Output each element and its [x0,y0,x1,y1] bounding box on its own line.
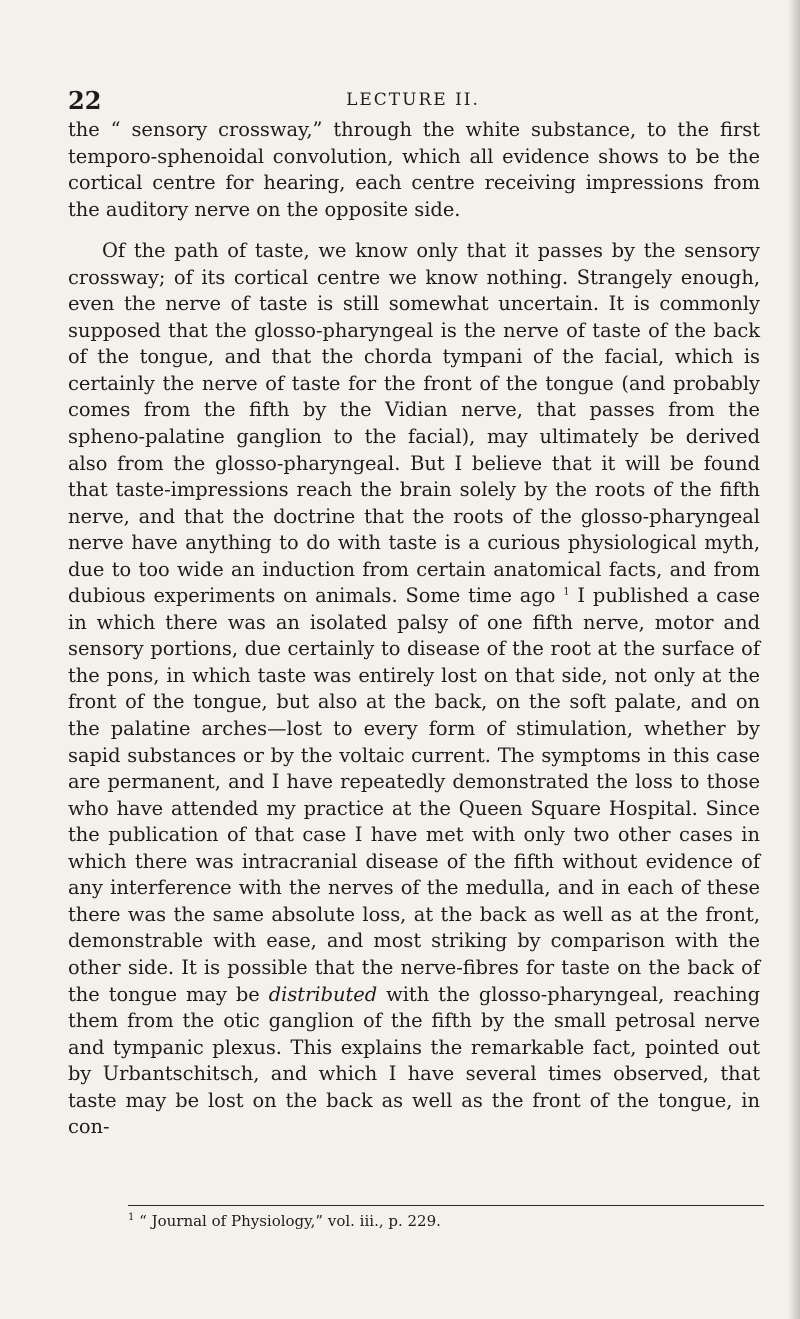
footnote-rule [128,1205,764,1206]
footnote-text: “ Journal of Physiology,” vol. iii., p. 229. [134,1212,441,1230]
footnote [128,1211,441,1231]
page-number: 22 [68,86,102,115]
footnote-reference: 1 [563,586,570,598]
emphasis-distributed: distributed [268,982,378,1006]
paragraph-2-part-c: with the glosso-pharyngeal, reaching them from the otic ganglion of the fifth by the small petrosal nerve and tympanic plexus. This explains the remarkable fact, pointed out by Urbantschitsch, and which I have several times observed, that taste may be lost on the back as well as the front of the tongue, in con- [68,982,760,1139]
paragraph-1: the “ sensory crossway,” through the white substance, to the first temporo-sphenoidal convolution, which all evidence shows to be the cortical centre for hearing, each centre receiving impressions from the auditory nerve on the opposite side. [68,118,760,221]
paragraph-2-part-b: I published a case in which there was an isolated palsy of one fifth nerve, motor and sensory portions, due certainly to disease of the root at the surface of the pons, in which taste was entirely lost on that side, not only at the front of the tongue, but also at the back, on the soft palate, and on the palatine arches—lost to every form of stimulation, whether by sapid substances or by the voltaic current. The symptoms in this case are permanent, and I have repeatedly demonstrated the loss to those who have attended my practice at the Queen Square Hospital. Since the publication of that case I have met with only two other cases in which there was intracranial disease of the fifth without evidence of any interference with the nerves of the medulla, and in each of these there was the same absolute loss, at the back as well as at the front, demonstrable with ease, and most striking by comparison with the other side. It is possible that the nerve-fibres for taste on the back of the tongue may be [68,584,760,1006]
paragraph-2 [68,238,760,1141]
footnote-marker: 1 [128,1212,135,1223]
paragraph-2-part-a: Of the path of taste, we know only that it passes by the sensory crossway; of its cortical centre we know nothing. Strangely enough, even the nerve of taste is still somewhat uncertain. It is commonly supposed that the glosso-pharyngeal is the nerve of taste of the back of the tongue, and that the chorda tympani of the facial, which is certainly the nerve of taste for the front of the tongue (and probably comes from the fifth by the Vidian nerve, that passes from the spheno-palatine ganglion to the facial), may ultimately be derived also from the glosso-pharyngeal. But I believe that it will be found that taste-impressions reach the brain solely by the roots of the fifth nerve, and that the doctrine that the roots of the glosso-pharyngeal nerve have anything to do with taste is a curious physiological myth, due to too wide an induction from certain anatomical facts, and from dubious experiments on animals. Some time ago [68,239,760,608]
body-text [68,117,760,1141]
page-edge-shadow [788,0,800,1319]
running-title: LECTURE II. [346,90,480,110]
running-head [68,86,758,114]
